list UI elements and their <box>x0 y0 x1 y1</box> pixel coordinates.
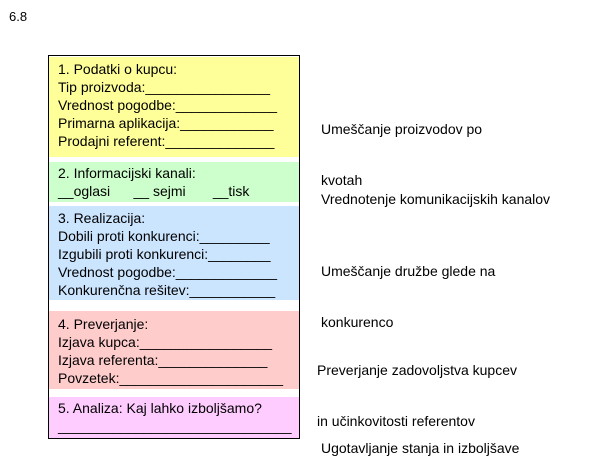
field-won-against-competition: Dobili proti konkurenci:_________ <box>58 228 270 244</box>
section-customer-data <box>49 57 299 157</box>
channel-options: __oglasi __ sejmi __tisk <box>58 183 250 199</box>
note-line: Vrednotenje komunikacijskih kanalov <box>321 191 551 207</box>
note-line: konkurenco <box>321 314 394 330</box>
slide-number: 6.8 <box>9 9 28 24</box>
note-line: Preverjanje zadovoljstva kupcev <box>317 362 517 378</box>
customer-report-form <box>48 55 300 439</box>
section-realization-title: 3. Realizacija: <box>58 210 146 226</box>
note-line: Umeščanje družbe glede na <box>321 263 496 279</box>
field-lost-against-competition: Izgubili proti konkurenci:________ <box>58 246 271 262</box>
section-information-channels-title: 2. Informacijski kanali: <box>58 165 196 181</box>
section-analysis <box>49 397 299 438</box>
field-contract-value: Vrednost pogodbe:_____________ <box>58 97 278 113</box>
field-analysis-blank: ______________________________ <box>58 418 292 434</box>
field-product-type: Tip proizvoda:________________ <box>58 79 270 95</box>
field-customer-statement: Izjava kupca:_________________ <box>58 334 273 350</box>
field-referent-statement: Izjava referenta:______________ <box>58 352 268 368</box>
field-primary-application: Primarna aplikacija:____________ <box>58 115 274 131</box>
note-line: kvotah <box>321 172 363 188</box>
field-competitive-solution: Konkurenčna rešitev:___________ <box>58 282 276 298</box>
section-analysis-title: 5. Analiza: Kaj lahko izboljšamo? <box>58 400 262 416</box>
section-realization <box>49 206 299 300</box>
field-contract-value-2: Vrednost pogodbe:_____________ <box>58 264 278 280</box>
section-verification <box>49 311 299 389</box>
note-channel-evaluation <box>321 157 550 225</box>
field-summary: Povzetek:_____________________ <box>58 370 283 386</box>
note-line: Ugotavljanje stanja in izboljšave <box>321 440 520 456</box>
section-verification-title: 4. Preverjanje: <box>58 316 149 332</box>
note-line: Umeščanje proizvodov po <box>321 121 483 137</box>
section-customer-data-title: 1. Podatki o kupcu: <box>58 61 178 77</box>
section-information-channels <box>49 162 299 202</box>
field-sales-representative: Prodajni referent:______________ <box>58 133 275 149</box>
note-status-improvements <box>321 406 519 474</box>
note-line: in učinkovitosti referentov <box>317 413 475 429</box>
